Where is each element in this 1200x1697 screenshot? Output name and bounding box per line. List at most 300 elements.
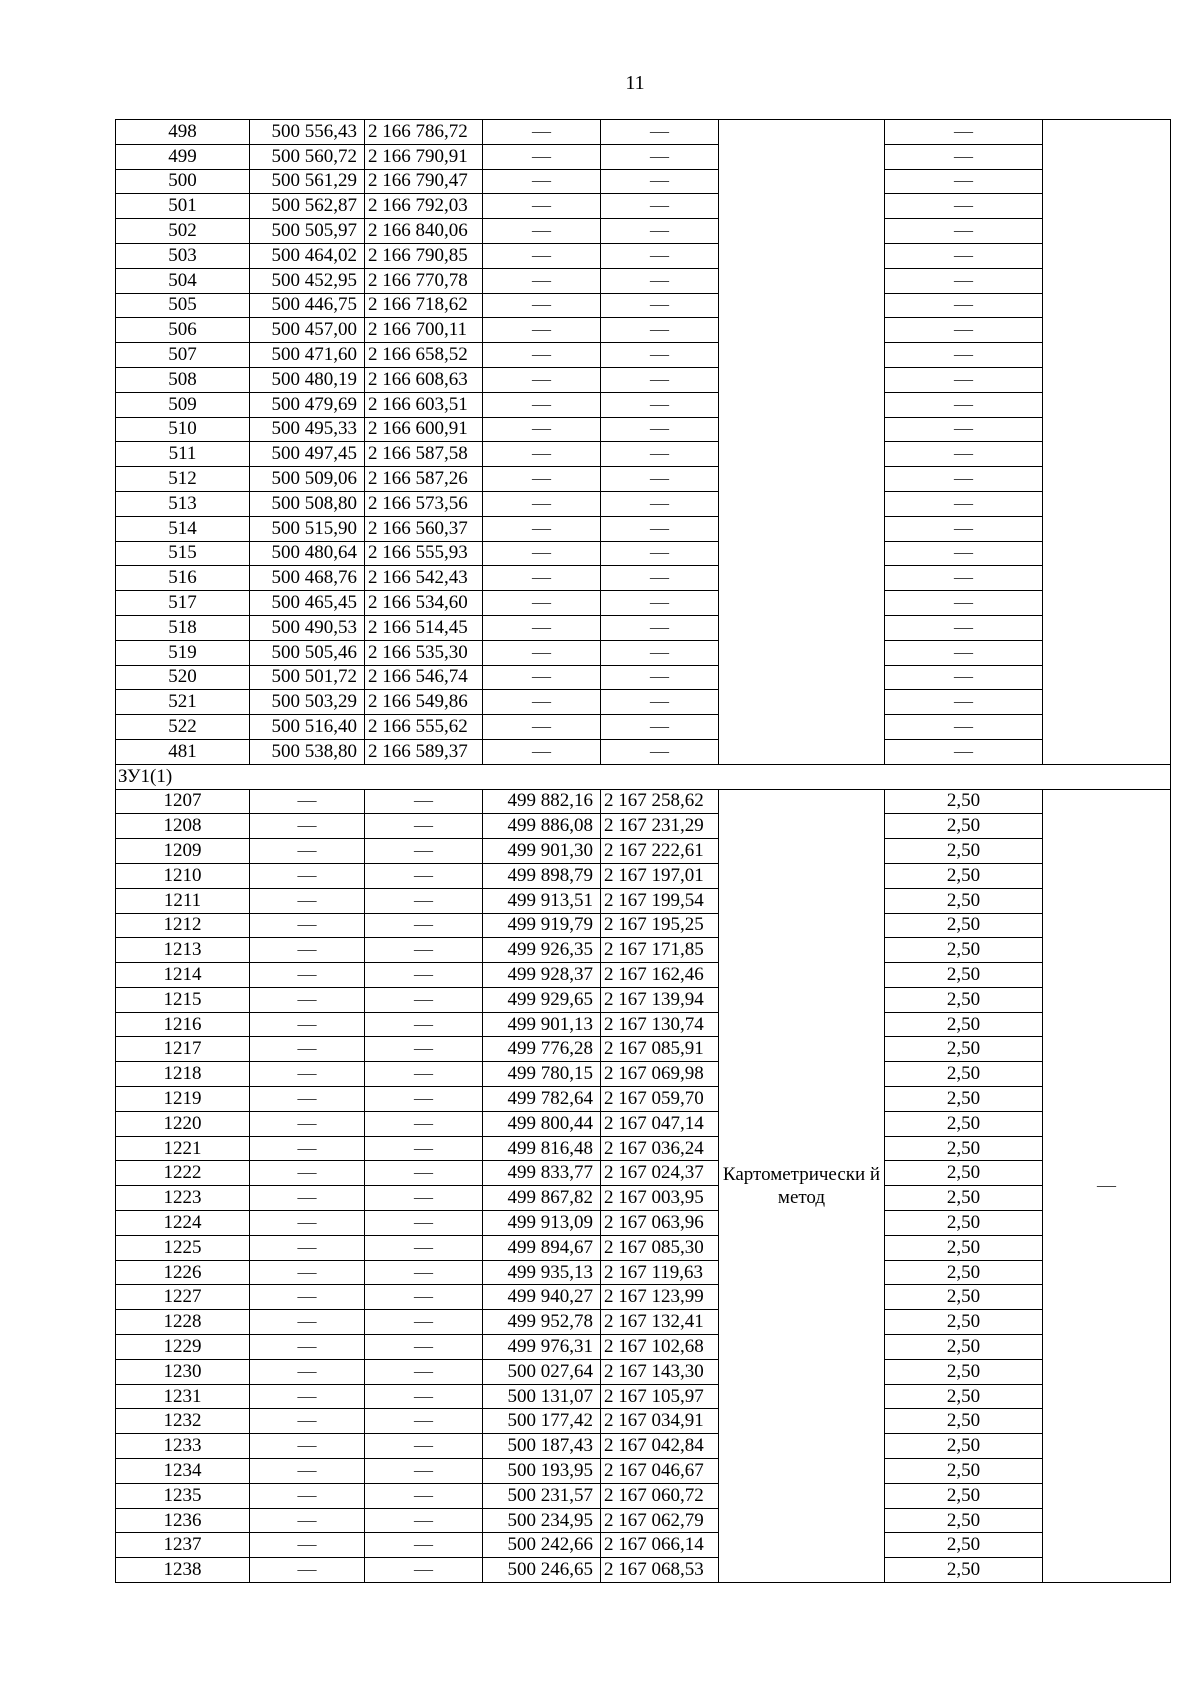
point-number-cell: 1231 xyxy=(116,1384,250,1409)
x-existing-cell: — xyxy=(250,814,365,839)
y-existing-cell: — xyxy=(365,1533,483,1558)
method-cell: Картометрически й метод xyxy=(719,789,885,1583)
y-new-cell: 2 167 085,30 xyxy=(601,1235,719,1260)
accuracy-cell: — xyxy=(885,739,1043,764)
accuracy-cell: 2,50 xyxy=(885,1558,1043,1583)
point-number-cell: 1229 xyxy=(116,1335,250,1360)
x-new-cell: — xyxy=(483,665,601,690)
x-existing-cell: 500 468,76 xyxy=(250,566,365,591)
x-existing-cell: — xyxy=(250,1235,365,1260)
x-existing-cell: — xyxy=(250,839,365,864)
x-new-cell: — xyxy=(483,293,601,318)
table-row xyxy=(116,1459,1171,1484)
x-existing-cell: 500 452,95 xyxy=(250,268,365,293)
x-existing-cell: 500 562,87 xyxy=(250,194,365,219)
x-new-cell: — xyxy=(483,120,601,145)
y-new-cell: — xyxy=(601,120,719,145)
x-new-cell: 500 231,57 xyxy=(483,1483,601,1508)
x-existing-cell: 500 465,45 xyxy=(250,591,365,616)
table-row xyxy=(116,293,1171,318)
y-existing-cell: — xyxy=(365,1285,483,1310)
point-number-cell: 519 xyxy=(116,640,250,665)
y-existing-cell: — xyxy=(365,963,483,988)
x-new-cell: — xyxy=(483,739,601,764)
y-new-cell: — xyxy=(601,219,719,244)
y-existing-cell: — xyxy=(365,839,483,864)
accuracy-cell: — xyxy=(885,343,1043,368)
y-new-cell: — xyxy=(601,566,719,591)
x-new-cell: 499 898,79 xyxy=(483,863,601,888)
table-row xyxy=(116,1161,1171,1186)
point-number-cell: 501 xyxy=(116,194,250,219)
table-row xyxy=(116,1087,1171,1112)
y-existing-cell: 2 166 792,03 xyxy=(365,194,483,219)
y-new-cell: 2 167 119,63 xyxy=(601,1260,719,1285)
y-existing-cell: — xyxy=(365,1558,483,1583)
table-row xyxy=(116,963,1171,988)
point-number-cell: 511 xyxy=(116,442,250,467)
x-new-cell: 500 234,95 xyxy=(483,1508,601,1533)
x-existing-cell: 500 490,53 xyxy=(250,615,365,640)
accuracy-cell: — xyxy=(885,715,1043,740)
x-existing-cell: — xyxy=(250,1285,365,1310)
point-number-cell: 1215 xyxy=(116,987,250,1012)
accuracy-cell: — xyxy=(885,491,1043,516)
accuracy-cell: 2,50 xyxy=(885,938,1043,963)
accuracy-cell: 2,50 xyxy=(885,1459,1043,1484)
point-number-cell: 1210 xyxy=(116,863,250,888)
point-number-cell: 508 xyxy=(116,367,250,392)
x-existing-cell: — xyxy=(250,789,365,814)
y-existing-cell: 2 166 542,43 xyxy=(365,566,483,591)
x-existing-cell: 500 538,80 xyxy=(250,739,365,764)
table-row xyxy=(116,1062,1171,1087)
point-number-cell: 1207 xyxy=(116,789,250,814)
y-new-cell: 2 167 003,95 xyxy=(601,1186,719,1211)
x-existing-cell: — xyxy=(250,1012,365,1037)
table-row xyxy=(116,938,1171,963)
accuracy-cell: 2,50 xyxy=(885,963,1043,988)
y-existing-cell: — xyxy=(365,1235,483,1260)
table-row xyxy=(116,1260,1171,1285)
y-existing-cell: 2 166 840,06 xyxy=(365,219,483,244)
accuracy-cell: — xyxy=(885,268,1043,293)
point-number-cell: 515 xyxy=(116,541,250,566)
point-number-cell: 520 xyxy=(116,665,250,690)
accuracy-cell: 2,50 xyxy=(885,1012,1043,1037)
accuracy-cell: 2,50 xyxy=(885,1285,1043,1310)
point-number-cell: 518 xyxy=(116,615,250,640)
y-existing-cell: 2 166 718,62 xyxy=(365,293,483,318)
x-existing-cell: — xyxy=(250,963,365,988)
y-existing-cell: 2 166 587,58 xyxy=(365,442,483,467)
x-new-cell: — xyxy=(483,219,601,244)
x-new-cell: 499 976,31 xyxy=(483,1335,601,1360)
y-new-cell: — xyxy=(601,343,719,368)
accuracy-cell: 2,50 xyxy=(885,839,1043,864)
x-existing-cell: — xyxy=(250,1558,365,1583)
y-existing-cell: — xyxy=(365,1087,483,1112)
accuracy-cell: — xyxy=(885,541,1043,566)
x-new-cell: 500 187,43 xyxy=(483,1434,601,1459)
x-existing-cell: — xyxy=(250,1161,365,1186)
table-row xyxy=(116,715,1171,740)
y-existing-cell: 2 166 514,45 xyxy=(365,615,483,640)
x-new-cell: 499 800,44 xyxy=(483,1111,601,1136)
y-new-cell: — xyxy=(601,591,719,616)
accuracy-cell: — xyxy=(885,144,1043,169)
y-new-cell: — xyxy=(601,640,719,665)
accuracy-cell: 2,50 xyxy=(885,1384,1043,1409)
point-number-cell: 506 xyxy=(116,318,250,343)
table-row xyxy=(116,120,1171,145)
y-existing-cell: — xyxy=(365,987,483,1012)
y-existing-cell: 2 166 587,26 xyxy=(365,467,483,492)
y-existing-cell: 2 166 555,93 xyxy=(365,541,483,566)
y-new-cell: 2 167 105,97 xyxy=(601,1384,719,1409)
x-new-cell: 499 928,37 xyxy=(483,963,601,988)
table-row xyxy=(116,1483,1171,1508)
y-new-cell: — xyxy=(601,367,719,392)
y-new-cell: — xyxy=(601,615,719,640)
accuracy-cell: 2,50 xyxy=(885,1136,1043,1161)
table-row xyxy=(116,343,1171,368)
y-existing-cell: — xyxy=(365,1111,483,1136)
point-number-cell: 481 xyxy=(116,739,250,764)
x-new-cell: — xyxy=(483,640,601,665)
y-existing-cell: 2 166 770,78 xyxy=(365,268,483,293)
table-row xyxy=(116,1136,1171,1161)
table-row xyxy=(116,318,1171,343)
y-new-cell: — xyxy=(601,169,719,194)
x-new-cell: 499 782,64 xyxy=(483,1087,601,1112)
y-existing-cell: — xyxy=(365,1508,483,1533)
point-number-cell: 1226 xyxy=(116,1260,250,1285)
accuracy-cell: — xyxy=(885,120,1043,145)
accuracy-cell: — xyxy=(885,293,1043,318)
x-new-cell: — xyxy=(483,491,601,516)
y-existing-cell: 2 166 535,30 xyxy=(365,640,483,665)
x-new-cell: 499 833,77 xyxy=(483,1161,601,1186)
y-existing-cell: 2 166 786,72 xyxy=(365,120,483,145)
y-new-cell: — xyxy=(601,516,719,541)
y-existing-cell: 2 166 560,37 xyxy=(365,516,483,541)
accuracy-cell: — xyxy=(885,392,1043,417)
y-new-cell: 2 167 060,72 xyxy=(601,1483,719,1508)
y-new-cell: 2 167 139,94 xyxy=(601,987,719,1012)
table-row xyxy=(116,219,1171,244)
y-existing-cell: — xyxy=(365,1434,483,1459)
point-number-cell: 1236 xyxy=(116,1508,250,1533)
point-number-cell: 514 xyxy=(116,516,250,541)
point-number-cell: 1208 xyxy=(116,814,250,839)
y-new-cell: — xyxy=(601,491,719,516)
y-existing-cell: 2 166 555,62 xyxy=(365,715,483,740)
table-row xyxy=(116,839,1171,864)
point-number-cell: 503 xyxy=(116,243,250,268)
y-new-cell: 2 167 258,62 xyxy=(601,789,719,814)
x-existing-cell: — xyxy=(250,1359,365,1384)
y-new-cell: 2 167 085,91 xyxy=(601,1037,719,1062)
accuracy-cell: — xyxy=(885,169,1043,194)
y-new-cell: 2 167 042,84 xyxy=(601,1434,719,1459)
x-new-cell: — xyxy=(483,144,601,169)
y-existing-cell: 2 166 790,85 xyxy=(365,243,483,268)
y-existing-cell: — xyxy=(365,1037,483,1062)
y-new-cell: 2 167 034,91 xyxy=(601,1409,719,1434)
accuracy-cell: 2,50 xyxy=(885,1359,1043,1384)
x-existing-cell: — xyxy=(250,1483,365,1508)
x-existing-cell: — xyxy=(250,1136,365,1161)
x-existing-cell: — xyxy=(250,913,365,938)
point-number-cell: 1221 xyxy=(116,1136,250,1161)
y-new-cell: — xyxy=(601,739,719,764)
x-existing-cell: 500 480,64 xyxy=(250,541,365,566)
x-new-cell: 499 816,48 xyxy=(483,1136,601,1161)
x-existing-cell: 500 464,02 xyxy=(250,243,365,268)
point-number-cell: 1224 xyxy=(116,1211,250,1236)
x-new-cell: 500 242,66 xyxy=(483,1533,601,1558)
x-new-cell: 499 929,65 xyxy=(483,987,601,1012)
y-existing-cell: 2 166 534,60 xyxy=(365,591,483,616)
x-existing-cell: 500 446,75 xyxy=(250,293,365,318)
x-new-cell: 499 952,78 xyxy=(483,1310,601,1335)
accuracy-cell: — xyxy=(885,219,1043,244)
y-existing-cell: — xyxy=(365,1409,483,1434)
accuracy-cell: — xyxy=(885,615,1043,640)
point-number-cell: 521 xyxy=(116,690,250,715)
accuracy-cell: — xyxy=(885,640,1043,665)
y-new-cell: 2 167 162,46 xyxy=(601,963,719,988)
table-row xyxy=(116,1012,1171,1037)
x-existing-cell: — xyxy=(250,1037,365,1062)
accuracy-cell: 2,50 xyxy=(885,1211,1043,1236)
table-row xyxy=(116,194,1171,219)
x-existing-cell: — xyxy=(250,1087,365,1112)
table-row xyxy=(116,913,1171,938)
section-label: ЗУ1(1) xyxy=(116,764,1171,789)
x-new-cell: 499 935,13 xyxy=(483,1260,601,1285)
x-new-cell: 499 940,27 xyxy=(483,1285,601,1310)
y-existing-cell: — xyxy=(365,1062,483,1087)
y-new-cell: 2 167 222,61 xyxy=(601,839,719,864)
table-row xyxy=(116,665,1171,690)
x-existing-cell: — xyxy=(250,1260,365,1285)
x-existing-cell: — xyxy=(250,888,365,913)
y-new-cell: — xyxy=(601,318,719,343)
y-existing-cell: — xyxy=(365,1186,483,1211)
point-number-cell: 1233 xyxy=(116,1434,250,1459)
table-row xyxy=(116,1211,1171,1236)
y-new-cell: 2 167 062,79 xyxy=(601,1508,719,1533)
y-new-cell: — xyxy=(601,467,719,492)
x-new-cell: 500 246,65 xyxy=(483,1558,601,1583)
x-new-cell: 499 901,13 xyxy=(483,1012,601,1037)
x-existing-cell: — xyxy=(250,987,365,1012)
point-number-cell: 517 xyxy=(116,591,250,616)
point-number-cell: 502 xyxy=(116,219,250,244)
point-number-cell: 1227 xyxy=(116,1285,250,1310)
y-existing-cell: — xyxy=(365,1359,483,1384)
x-existing-cell: 500 501,72 xyxy=(250,665,365,690)
point-number-cell: 1238 xyxy=(116,1558,250,1583)
accuracy-cell: — xyxy=(885,442,1043,467)
point-number-cell: 498 xyxy=(116,120,250,145)
accuracy-cell: 2,50 xyxy=(885,789,1043,814)
table-row xyxy=(116,367,1171,392)
y-existing-cell: 2 166 790,47 xyxy=(365,169,483,194)
accuracy-cell: 2,50 xyxy=(885,814,1043,839)
table-row xyxy=(116,1558,1171,1583)
x-existing-cell: 500 457,00 xyxy=(250,318,365,343)
y-existing-cell: 2 166 573,56 xyxy=(365,491,483,516)
table-row xyxy=(116,1235,1171,1260)
x-existing-cell: 500 515,90 xyxy=(250,516,365,541)
table-row xyxy=(116,1409,1171,1434)
x-existing-cell: 500 516,40 xyxy=(250,715,365,740)
point-number-cell: 1217 xyxy=(116,1037,250,1062)
x-new-cell: 499 867,82 xyxy=(483,1186,601,1211)
y-existing-cell: — xyxy=(365,1260,483,1285)
x-existing-cell: 500 561,29 xyxy=(250,169,365,194)
x-existing-cell: 500 509,06 xyxy=(250,467,365,492)
y-new-cell: — xyxy=(601,690,719,715)
y-new-cell: — xyxy=(601,392,719,417)
x-new-cell: — xyxy=(483,268,601,293)
table-row xyxy=(116,1037,1171,1062)
y-new-cell: 2 167 195,25 xyxy=(601,913,719,938)
accuracy-cell: — xyxy=(885,367,1043,392)
x-existing-cell: — xyxy=(250,1384,365,1409)
accuracy-cell: 2,50 xyxy=(885,1335,1043,1360)
y-new-cell: — xyxy=(601,194,719,219)
point-number-cell: 1209 xyxy=(116,839,250,864)
point-number-cell: 1216 xyxy=(116,1012,250,1037)
accuracy-cell: 2,50 xyxy=(885,1260,1043,1285)
x-new-cell: — xyxy=(483,442,601,467)
y-new-cell: 2 167 024,37 xyxy=(601,1161,719,1186)
accuracy-cell: — xyxy=(885,194,1043,219)
table-row xyxy=(116,739,1171,764)
x-new-cell: — xyxy=(483,541,601,566)
x-existing-cell: 500 505,46 xyxy=(250,640,365,665)
accuracy-cell: 2,50 xyxy=(885,913,1043,938)
y-new-cell: 2 167 046,67 xyxy=(601,1459,719,1484)
y-existing-cell: 2 166 603,51 xyxy=(365,392,483,417)
x-existing-cell: — xyxy=(250,938,365,963)
y-new-cell: — xyxy=(601,268,719,293)
point-number-cell: 500 xyxy=(116,169,250,194)
table-row xyxy=(116,1335,1171,1360)
point-number-cell: 1228 xyxy=(116,1310,250,1335)
accuracy-cell: 2,50 xyxy=(885,863,1043,888)
point-number-cell: 1220 xyxy=(116,1111,250,1136)
x-new-cell: — xyxy=(483,467,601,492)
y-new-cell: 2 167 036,24 xyxy=(601,1136,719,1161)
y-new-cell: 2 167 069,98 xyxy=(601,1062,719,1087)
x-new-cell: — xyxy=(483,591,601,616)
x-new-cell: 499 780,15 xyxy=(483,1062,601,1087)
point-number-cell: 499 xyxy=(116,144,250,169)
accuracy-cell: 2,50 xyxy=(885,1409,1043,1434)
x-existing-cell: 500 503,29 xyxy=(250,690,365,715)
x-new-cell: — xyxy=(483,615,601,640)
x-new-cell: 500 193,95 xyxy=(483,1459,601,1484)
y-new-cell: 2 167 130,74 xyxy=(601,1012,719,1037)
y-new-cell: — xyxy=(601,417,719,442)
table-row xyxy=(116,1186,1171,1211)
point-number-cell: 516 xyxy=(116,566,250,591)
point-number-cell: 504 xyxy=(116,268,250,293)
x-new-cell: 499 926,35 xyxy=(483,938,601,963)
y-existing-cell: — xyxy=(365,814,483,839)
table-row xyxy=(116,1434,1171,1459)
x-existing-cell: — xyxy=(250,1434,365,1459)
x-new-cell: 499 886,08 xyxy=(483,814,601,839)
table-row xyxy=(116,467,1171,492)
table-row xyxy=(116,1384,1171,1409)
accuracy-cell: 2,50 xyxy=(885,1111,1043,1136)
table-row xyxy=(116,1533,1171,1558)
x-new-cell: 499 894,67 xyxy=(483,1235,601,1260)
y-existing-cell: — xyxy=(365,1012,483,1037)
y-existing-cell: — xyxy=(365,863,483,888)
x-existing-cell: 500 505,97 xyxy=(250,219,365,244)
x-existing-cell: — xyxy=(250,1409,365,1434)
coordinates-table xyxy=(115,119,1171,1583)
y-existing-cell: — xyxy=(365,1161,483,1186)
y-existing-cell: — xyxy=(365,888,483,913)
accuracy-cell: — xyxy=(885,467,1043,492)
point-number-cell: 1234 xyxy=(116,1459,250,1484)
table-row xyxy=(116,640,1171,665)
x-new-cell: — xyxy=(483,690,601,715)
accuracy-cell: 2,50 xyxy=(885,1310,1043,1335)
y-existing-cell: 2 166 546,74 xyxy=(365,665,483,690)
y-existing-cell: — xyxy=(365,1310,483,1335)
x-existing-cell: 500 480,19 xyxy=(250,367,365,392)
y-existing-cell: 2 166 658,52 xyxy=(365,343,483,368)
point-number-cell: 507 xyxy=(116,343,250,368)
x-new-cell: 500 027,64 xyxy=(483,1359,601,1384)
point-number-cell: 505 xyxy=(116,293,250,318)
x-new-cell: — xyxy=(483,417,601,442)
accuracy-cell: — xyxy=(885,566,1043,591)
y-existing-cell: — xyxy=(365,1335,483,1360)
point-number-cell: 509 xyxy=(116,392,250,417)
x-existing-cell: — xyxy=(250,1211,365,1236)
table-row xyxy=(116,814,1171,839)
table-row xyxy=(116,789,1171,814)
y-new-cell: 2 167 132,41 xyxy=(601,1310,719,1335)
table-row xyxy=(116,243,1171,268)
y-new-cell: — xyxy=(601,243,719,268)
x-existing-cell: — xyxy=(250,1310,365,1335)
y-new-cell: 2 167 123,99 xyxy=(601,1285,719,1310)
table-row xyxy=(116,169,1171,194)
y-new-cell: 2 167 068,53 xyxy=(601,1558,719,1583)
accuracy-cell: 2,50 xyxy=(885,1483,1043,1508)
table-row xyxy=(116,1111,1171,1136)
accuracy-cell: 2,50 xyxy=(885,1062,1043,1087)
table-row xyxy=(116,491,1171,516)
x-existing-cell: 500 560,72 xyxy=(250,144,365,169)
method-cell xyxy=(719,120,885,765)
accuracy-cell: — xyxy=(885,690,1043,715)
y-new-cell: 2 167 199,54 xyxy=(601,888,719,913)
accuracy-cell: 2,50 xyxy=(885,1186,1043,1211)
point-number-cell: 512 xyxy=(116,467,250,492)
